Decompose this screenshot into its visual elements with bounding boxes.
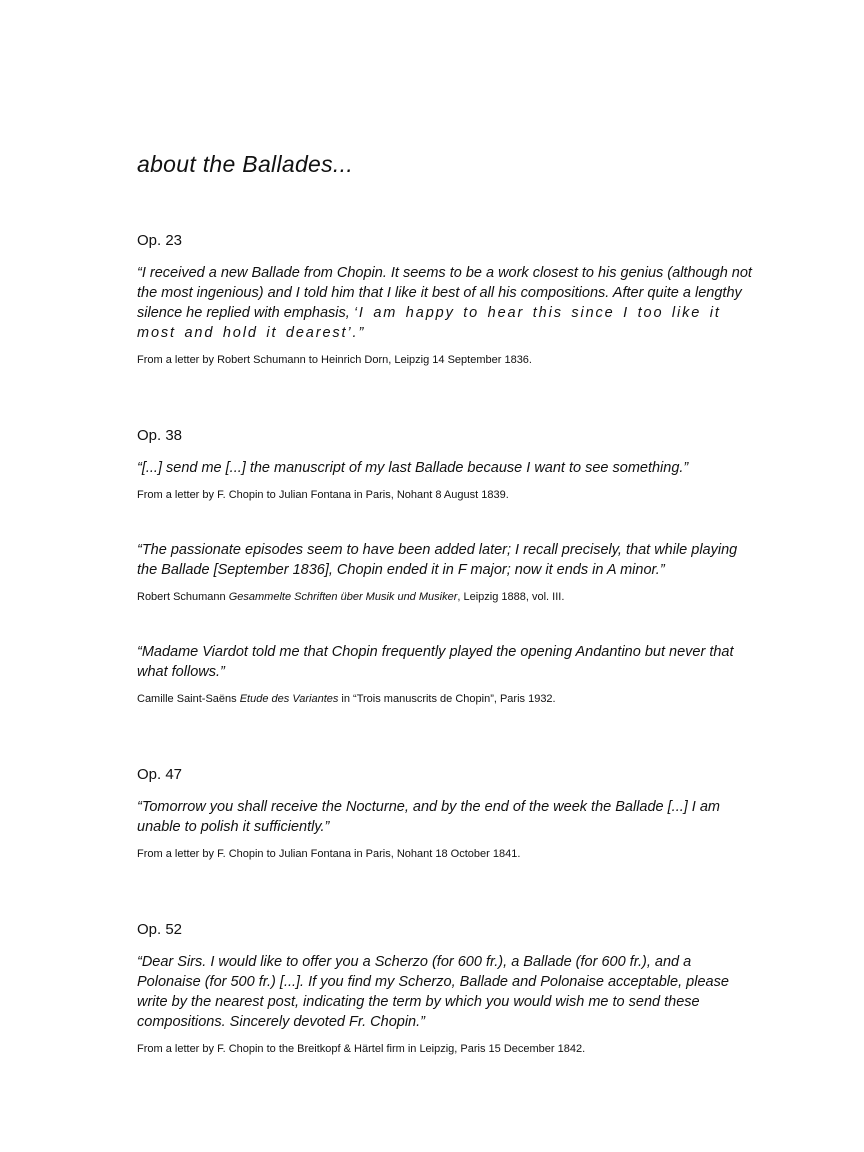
- quote-source: [137, 692, 768, 706]
- source-work-title: Etude des Variantes: [239, 693, 339, 705]
- section-heading: Op. 38: [137, 427, 183, 444]
- quote-source: [137, 353, 768, 367]
- source-prefix: Robert Schumann: [137, 591, 229, 603]
- quote-body: “The passionate episodes seem to have been added later; I recall precisely, that while playing the Ballade [September 1836], Chopin ended it in F major; now it ends in A minor.”: [137, 542, 738, 578]
- quote-block: [137, 797, 768, 861]
- quote-text: [137, 540, 755, 580]
- quote-text: [137, 458, 755, 478]
- source-prefix: From a letter by F. Chopin to Julian Fontana in Paris, Nohant 8 August 1839.: [137, 489, 509, 501]
- quote-block: [137, 540, 768, 604]
- quote-text: [137, 952, 755, 1032]
- section-op23: [137, 232, 768, 367]
- source-prefix: Camille Saint-Saëns: [137, 693, 240, 705]
- source-prefix: From a letter by F. Chopin to Julian Fontana in Paris, Nohant 18 October 1841.: [137, 848, 521, 860]
- quote-text: [137, 263, 755, 343]
- source-prefix: From a letter by F. Chopin to the Breitkopf & Härtel firm in Leipzig, Paris 15 December 1842.: [137, 1043, 586, 1055]
- section-op47: [137, 766, 768, 861]
- source-suffix: , Leipzig 1888, vol. III.: [457, 591, 565, 603]
- section-op38: [137, 427, 768, 706]
- quote-body: “Dear Sirs. I would like to offer you a Scherzo (for 600 fr.), a Ballade (for 600 fr.), and a Polonaise (for 500 fr.) [...]. If you find my Scherzo, Ballade and Polonaise acceptable, please write by the nearest post, indicating the term by which you would wish me to send these compositions. Sincerely devoted Fr. Chopin.”: [137, 954, 729, 1030]
- quote-body: “Madame Viardot told me that Chopin frequently played the opening Andantino but never that what follows.”: [137, 644, 734, 680]
- page-title: about the Ballades...: [137, 151, 354, 177]
- quote-source: [137, 488, 768, 502]
- section-heading: Op. 52: [137, 921, 183, 938]
- quote-body: “I received a new Ballade from Chopin. It seems to be a work closest to his genius (although not the most ingenious) and I told him that I like it best of all his compositions. After quite a lengthy silence he replied with emphasis,: [137, 265, 752, 321]
- quote-block: [137, 952, 768, 1056]
- quote-text: [137, 642, 755, 682]
- quote-body: “[...] send me [...] the manuscript of my last Ballade because I want to see something.”: [137, 460, 689, 476]
- source-work-title: Gesammelte Schriften über Musik und Musiker: [228, 591, 458, 603]
- quote-block: [137, 458, 768, 502]
- section-heading: Op. 23: [137, 232, 183, 249]
- quote-source: [137, 590, 768, 604]
- quote-source: [137, 847, 768, 861]
- quote-block: [137, 263, 768, 367]
- section-heading: Op. 47: [137, 766, 183, 783]
- quote-text: [137, 797, 755, 837]
- section-op52: [137, 921, 768, 1056]
- quote-block: [137, 642, 768, 706]
- source-prefix: From a letter by Robert Schumann to Heinrich Dorn, Leipzig 14 September 1836.: [137, 354, 532, 366]
- quote-source: [137, 1042, 768, 1056]
- source-suffix: in “Trois manuscrits de Chopin”, Paris 1932.: [338, 693, 556, 705]
- quote-body: “Tomorrow you shall receive the Nocturne, and by the end of the week the Ballade [...] I am unable to polish it sufficiently.”: [137, 799, 721, 835]
- quote-emphasis: ‘I am happy to hear this since I too like it most and hold it dearest’.”: [137, 305, 721, 341]
